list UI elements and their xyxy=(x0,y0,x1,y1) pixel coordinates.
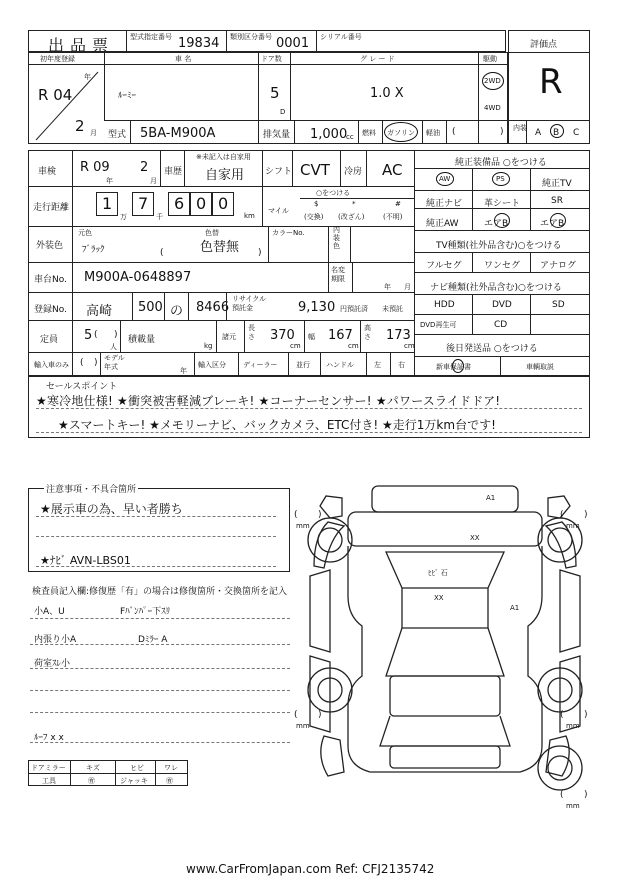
drive-2wd: 2WD xyxy=(484,77,501,85)
shift-value: CVT xyxy=(300,161,330,179)
oem-sr: SR xyxy=(551,196,563,206)
inspector-line3: 荷室ｽﾚ小 xyxy=(34,659,71,669)
interior-label: 内装 xyxy=(513,124,527,132)
car-diagram xyxy=(290,476,600,816)
mileage-tamper-label: (改ざん) xyxy=(338,213,365,221)
recycle-label: リサイクル預託金 xyxy=(232,295,267,312)
first-reg-divider xyxy=(28,64,104,144)
tv-analog: アナログ xyxy=(540,261,577,271)
notes-line2: ★ﾅﾋﾞ AVN-LBS01 xyxy=(40,554,131,567)
model-value: 5BA-M900A xyxy=(140,126,216,141)
first-reg-label: 初年度登録 xyxy=(40,55,75,63)
notes-line1: ★展示車の為、早い者勝ち xyxy=(40,502,183,516)
diagram-mark-xx-mid: XX xyxy=(434,594,444,602)
diagram-mark-a1-mid: A1 xyxy=(510,604,520,612)
sales-points-line1: ★寒冷地仕様! ★衝突被害軽減ブレーキ! ★コーナーセンサー! ★パワースライドドア! xyxy=(36,394,501,408)
shaken-month: 2 xyxy=(140,160,149,175)
oem-ps: PS xyxy=(496,175,505,183)
color-no-header: カラーNo. xyxy=(272,229,305,237)
nav-cd: CD xyxy=(494,320,508,330)
grade-value: 1.0 X xyxy=(370,86,404,101)
diagram-mark-xx-top: XX xyxy=(470,534,480,542)
shift-label: シフト xyxy=(265,167,293,177)
mileage-label: 走行距離 xyxy=(33,203,70,213)
watermark: www.CarFromJapan.com Ref: CFJ2135742 xyxy=(186,862,435,876)
model-designation-value: 19834 xyxy=(178,36,220,51)
tv-header: TV種類(社外品含む)○をつける xyxy=(436,241,562,251)
nav-dvd-play: DVD再生可 xyxy=(420,321,457,329)
notes-label: 注意事項・不具合箇所 xyxy=(44,482,138,495)
tv-oneseg: ワンセグ xyxy=(484,261,521,271)
drive-label: 駆動 xyxy=(483,55,497,63)
mileage-digit-2: 7 xyxy=(138,194,149,213)
inspector-line2-b: Dﾐﾗｰ A xyxy=(138,635,168,645)
color-change-value: 色替無 xyxy=(200,240,240,255)
shaken-label: 車検 xyxy=(38,167,57,177)
chassis-value: M900A-0648897 xyxy=(84,270,192,285)
oem-aw: AW xyxy=(439,175,451,183)
category-label: 類別区分番号 xyxy=(230,33,272,41)
oem-nav: 純正ナビ xyxy=(426,199,463,209)
sales-points-label: セールスポイント xyxy=(46,382,118,392)
form-title: 出品票 xyxy=(48,36,115,55)
mileage-unknown-label: (不明) xyxy=(383,213,403,221)
docs-header: 後日発送品 ○をつける xyxy=(446,344,538,354)
plate-number: 8466 xyxy=(196,300,230,315)
plate-area: 高崎 xyxy=(86,304,113,319)
docs-warranty: 新車保証書 xyxy=(436,363,471,371)
recycle-value: 9,130 xyxy=(298,300,336,315)
first-reg-value: R 04 xyxy=(38,86,73,104)
shaken-year: R 09 xyxy=(80,160,110,175)
capacity-value: 5 xyxy=(84,328,93,343)
mileage-exchange-label: (交換) xyxy=(304,213,324,221)
oem-aw2: 純正AW xyxy=(426,219,459,229)
doors-value: 5 xyxy=(270,84,280,102)
mileage-mark-label: ○をつける xyxy=(316,189,351,197)
name-value: ﾙｰﾐｰ xyxy=(118,91,137,101)
model-label: 型式 xyxy=(108,130,127,140)
usage-note: ※未記入は自家用 xyxy=(196,153,251,161)
interior-color-label: 内装色 xyxy=(333,226,340,250)
inspector-label: 検査員記入欄:修復歴「有」の場合は修復箇所・交換箇所を記入 xyxy=(32,587,288,597)
inspector-line4: ﾙｰﾌ x x xyxy=(34,733,64,743)
oem-airbag-1: エアB xyxy=(484,219,509,229)
mileage-digit-1: 1 xyxy=(102,194,113,213)
diagram-mark-hibi: ﾋﾋﾞ 石 xyxy=(428,569,448,577)
light-oil-label: 軽油 xyxy=(426,129,440,137)
plate-label: 登録No. xyxy=(34,305,67,315)
ac-label: 冷房 xyxy=(344,167,363,177)
plate-class: 500 xyxy=(138,300,163,315)
first-reg-month: 2 xyxy=(75,117,85,135)
oem-header: 純正装備品 ○をつける xyxy=(455,158,547,168)
doors-label: ドア数 xyxy=(261,55,282,63)
ac-value: AC xyxy=(382,161,403,179)
drive-4wd: 4WD xyxy=(484,104,501,112)
import-label: 輸入車のみ xyxy=(34,361,69,369)
mileage-digit-4: 0 xyxy=(196,194,207,213)
grade-label: グ レ ー ド xyxy=(360,55,395,63)
nav-dvd: DVD xyxy=(492,300,512,310)
color-label: 外装色 xyxy=(36,241,64,251)
category-value: 0001 xyxy=(276,36,310,51)
name-change-label: 名変期限 xyxy=(331,266,345,283)
fuel-label: 燃料 xyxy=(362,129,376,137)
plate-kana: の xyxy=(170,304,184,319)
tv-fullseg: フルセグ xyxy=(426,261,462,271)
oem-tv: 純正TV xyxy=(542,179,572,189)
nav-header: ナビ種類(社外品含む)○をつける xyxy=(430,283,562,293)
inspector-line2-a: 内張り小A xyxy=(34,635,77,645)
color-value: ﾌﾞﾗｯｸ xyxy=(82,245,105,255)
nav-sd: SD xyxy=(552,300,565,310)
diagram-mark-a1-top: A1 xyxy=(486,494,496,502)
oem-airbag-2: エアB xyxy=(540,219,565,229)
fuel-value: ガソリン xyxy=(387,129,415,137)
sales-points-line2: ★スマートキー! ★メモリーナビ、バックカメラ、ETC付き! ★走行1万km台です! xyxy=(58,418,496,432)
serial-label: シリアル番号 xyxy=(320,33,362,41)
usage-label: 車歴 xyxy=(164,167,183,177)
length-value: 370 xyxy=(270,328,295,343)
load-label: 積載量 xyxy=(128,335,156,345)
inspector-line1-b: Fﾊﾞﾝﾊﾟｰ下ｽﾘ xyxy=(120,607,171,617)
mileage-type-label: マイル xyxy=(268,207,289,215)
mileage-digit-3: 6 xyxy=(174,194,185,213)
oem-leather: 革シート xyxy=(484,199,521,209)
capacity-label: 定員 xyxy=(40,335,59,345)
displacement-value: 1,000 xyxy=(310,127,348,142)
height-value: 173 xyxy=(386,328,411,343)
width-value: 167 xyxy=(328,328,353,343)
nav-hdd: HDD xyxy=(434,300,455,310)
model-designation-label: 型式指定番号 xyxy=(130,33,172,41)
score-label: 評価点 xyxy=(530,40,558,50)
inspector-line1-a: 小A、U xyxy=(34,607,65,617)
displacement-label: 排気量 xyxy=(263,130,291,140)
score-value: R xyxy=(539,62,563,102)
usage-value: 自家用 xyxy=(205,168,245,183)
chassis-label: 車台No. xyxy=(34,275,67,285)
docs-manual: 車輌取説 xyxy=(526,363,554,371)
mileage-digit-5: 0 xyxy=(218,194,229,213)
name-label: 車 名 xyxy=(175,55,192,63)
